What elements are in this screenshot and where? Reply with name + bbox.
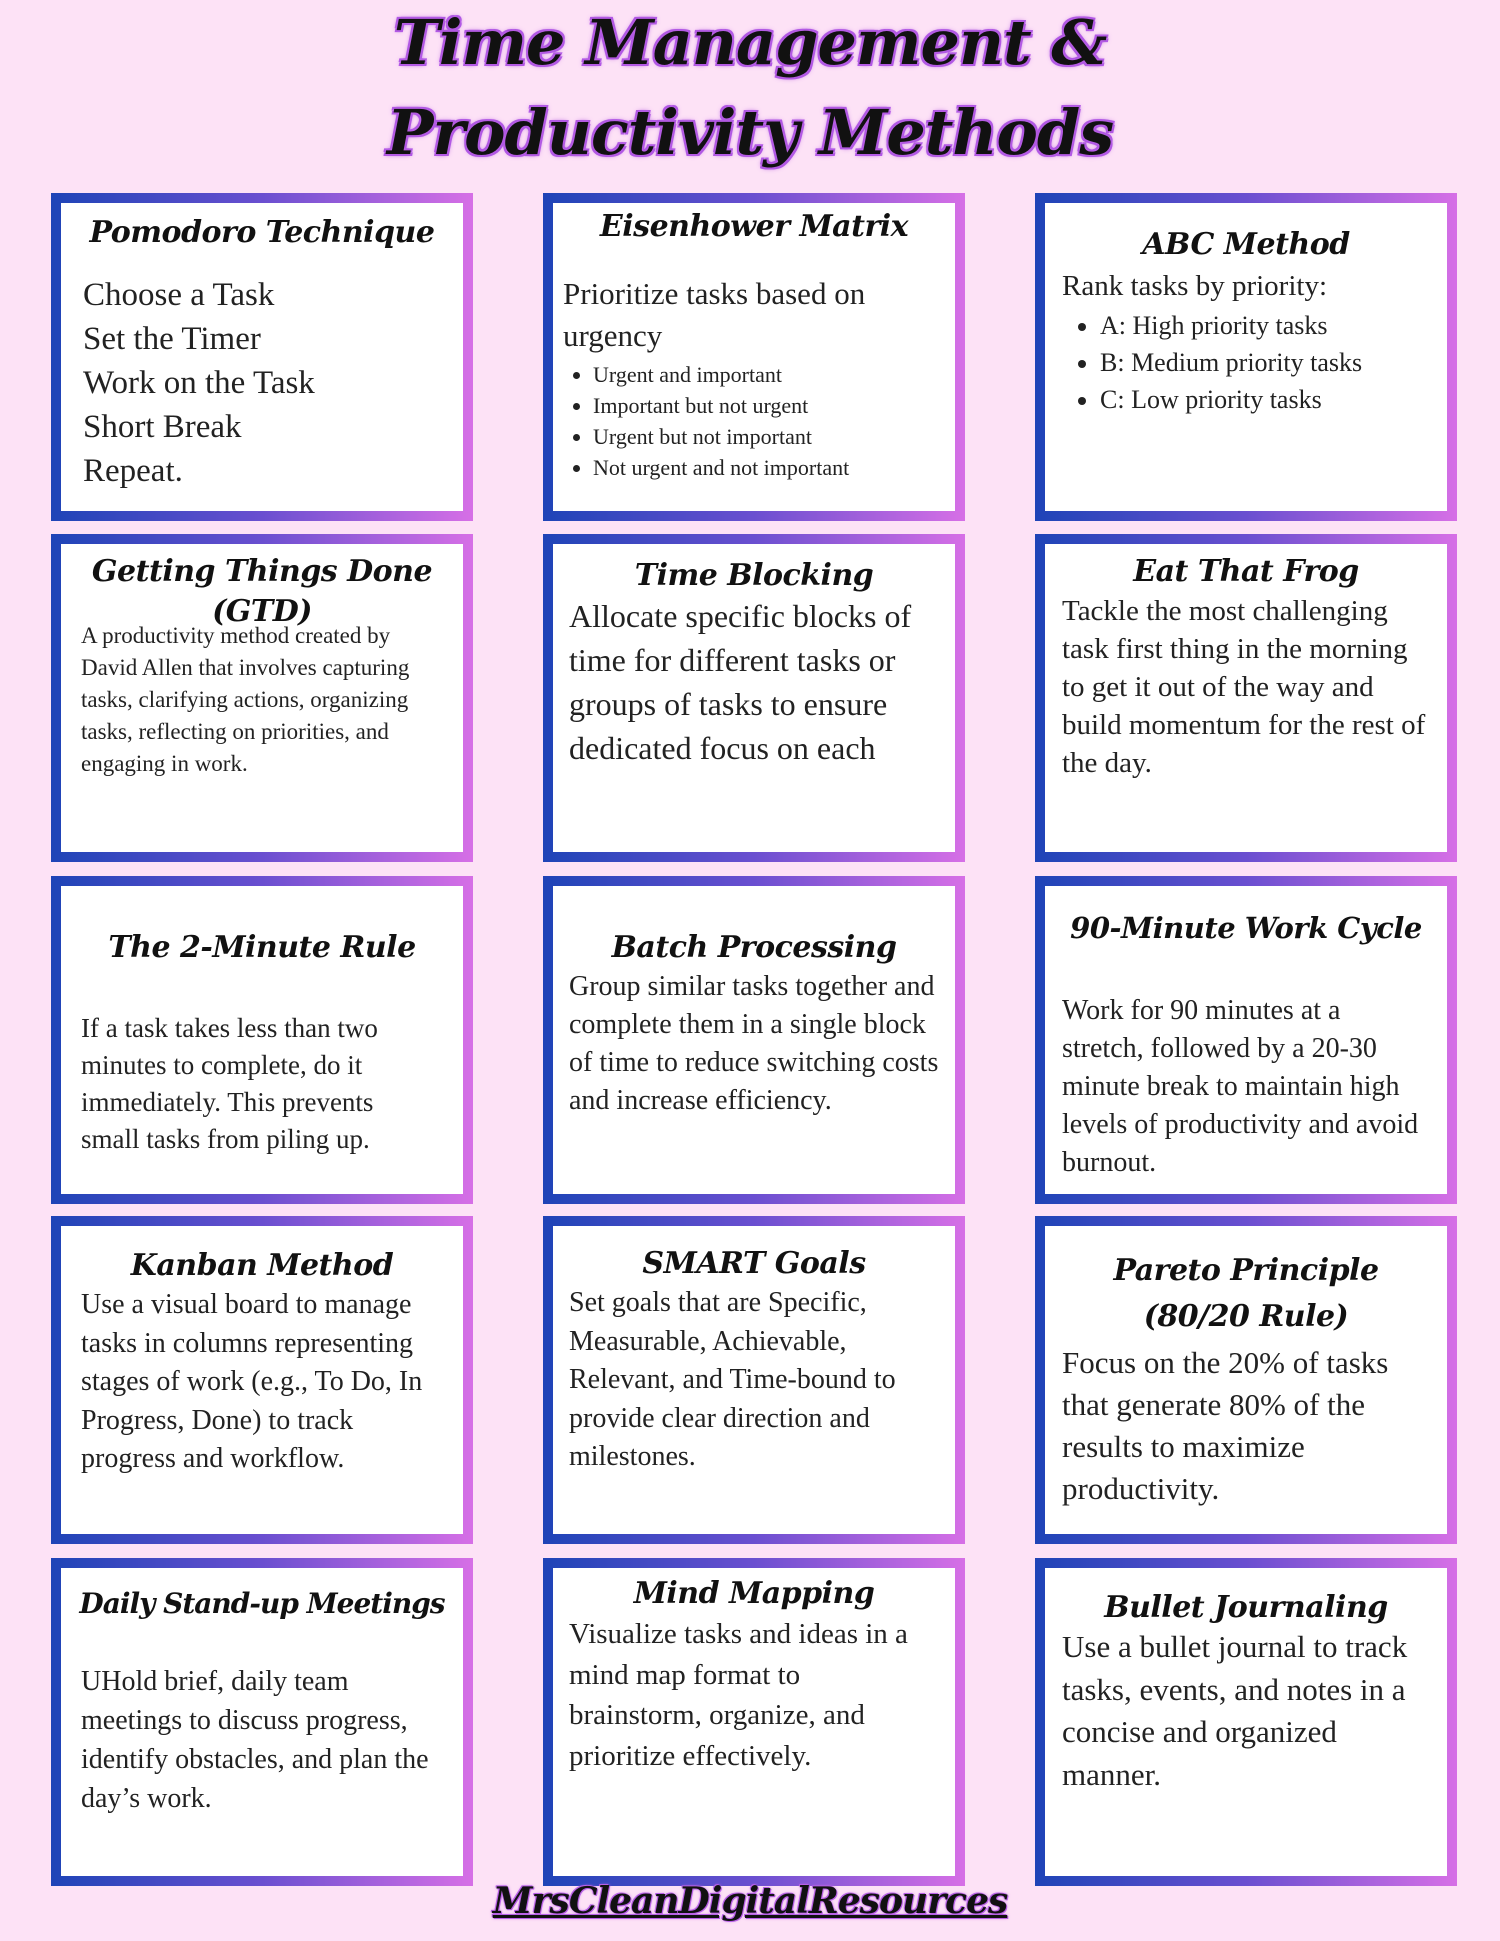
step-item: Choose a Task bbox=[83, 277, 275, 313]
list-item: • A: High priority tasks bbox=[1100, 307, 1435, 344]
list-item: • Urgent but not important bbox=[593, 421, 943, 452]
step-item: Repeat. bbox=[83, 453, 183, 489]
card-eat-that-frog bbox=[1035, 534, 1457, 862]
card-body: Allocate specific blocks of time for different tasks or groups of tasks to ensure dedicated focus on each bbox=[569, 598, 912, 766]
card-body: If a task takes less than two minutes to complete, do it immediately. This prevents small tasks from piling up. bbox=[81, 1013, 378, 1154]
card-intro: Prioritize tasks based on urgency bbox=[563, 276, 866, 353]
card-time-blocking bbox=[543, 534, 965, 862]
card-mind-mapping bbox=[543, 1558, 965, 1886]
card-body bbox=[83, 273, 315, 493]
card-title: Getting Things Done (GTD) bbox=[91, 554, 433, 629]
card-ninety-minute-cycle bbox=[1035, 876, 1457, 1204]
step-item: Set the Timer bbox=[83, 321, 261, 357]
card-body bbox=[1062, 267, 1435, 418]
card-body bbox=[563, 273, 943, 483]
list-item: • Urgent and important bbox=[593, 359, 943, 390]
list-item: • C: Low priority tasks bbox=[1100, 381, 1435, 418]
page-title-line-1: Time Management & bbox=[393, 6, 1107, 79]
card-title: Eat That Frog bbox=[1133, 554, 1359, 589]
card-title: SMART Goals bbox=[642, 1246, 866, 1281]
card-daily-standup bbox=[51, 1558, 473, 1886]
card-body: A productivity method created by David Allen that involves capturing tasks, clarifying actions, organizing tasks, reflecting on priorities, and engaging in work. bbox=[81, 623, 410, 776]
card-title: Pareto Principle (80/20 Rule) bbox=[1113, 1253, 1379, 1334]
card-body: Set goals that are Specific, Measurable, Achievable, Relevant, and Time-bound to provide clear direction and milestones. bbox=[569, 1287, 896, 1472]
card-title: Mind Mapping bbox=[633, 1576, 875, 1611]
list-item: • Not urgent and not important bbox=[593, 452, 943, 483]
card-title: Time Blocking bbox=[634, 558, 874, 593]
card-eisenhower bbox=[543, 193, 965, 521]
card-body: Focus on the 20% of tasks that generate 80% of the results to maximize productivity. bbox=[1062, 1345, 1389, 1506]
card-title: Eisenhower Matrix bbox=[599, 209, 909, 244]
card-body: Tackle the most challenging task first thing in the morning to get it out of the way and build momentum for the rest of the day. bbox=[1062, 595, 1426, 779]
card-pareto bbox=[1035, 1216, 1457, 1544]
card-intro: Rank tasks by priority: bbox=[1062, 270, 1328, 302]
step-item: Short Break bbox=[83, 409, 242, 445]
page-title-line-2: Productivity Methods bbox=[386, 96, 1114, 169]
bullet-list bbox=[1062, 307, 1435, 418]
card-body: UHold brief, daily team meetings to discuss progress, identify obstacles, and plan the day’s work. bbox=[81, 1666, 429, 1814]
card-title: Daily Stand-up Meetings bbox=[79, 1587, 445, 1620]
card-pomodoro bbox=[51, 193, 473, 521]
card-title: ABC Method bbox=[1142, 227, 1350, 262]
card-body: Use a visual board to manage tasks in columns representing stages of work (e.g., To Do, In Progress, Done) to track progress and workflow. bbox=[81, 1289, 423, 1474]
card-bullet-journaling bbox=[1035, 1558, 1457, 1886]
card-gtd bbox=[51, 534, 473, 862]
card-title: Pomodoro Technique bbox=[89, 215, 435, 250]
footer-credit: MrsCleanDigitalResources bbox=[492, 1880, 1008, 1922]
card-batch-processing bbox=[543, 876, 965, 1204]
card-title: 90-Minute Work Cycle bbox=[1070, 911, 1422, 945]
card-title: Bullet Journaling bbox=[1104, 1590, 1388, 1625]
card-title: The 2-Minute Rule bbox=[108, 930, 416, 965]
card-title: Batch Processing bbox=[611, 930, 897, 965]
card-body: Group similar tasks together and complete them in a single block of time to reduce switching costs and increase efficiency. bbox=[569, 971, 939, 1116]
card-body: Work for 90 minutes at a stretch, followed by a 20-30 minute break to maintain high levels of productivity and avoid burnout. bbox=[1062, 995, 1419, 1178]
card-body: Use a bullet journal to track tasks, events, and notes in a concise and organized manner. bbox=[1062, 1629, 1408, 1792]
bullet-list bbox=[563, 359, 943, 483]
card-kanban bbox=[51, 1216, 473, 1544]
step-item: Work on the Task bbox=[83, 365, 315, 401]
card-title: Kanban Method bbox=[130, 1248, 394, 1283]
card-body: Visualize tasks and ideas in a mind map format to brainstorm, organize, and prioritize effectively. bbox=[569, 1618, 908, 1772]
card-abc bbox=[1035, 193, 1457, 521]
card-two-minute-rule bbox=[51, 876, 473, 1204]
card-smart-goals bbox=[543, 1216, 965, 1544]
list-item: • B: Medium priority tasks bbox=[1100, 344, 1435, 381]
list-item: • Important but not urgent bbox=[593, 390, 943, 421]
